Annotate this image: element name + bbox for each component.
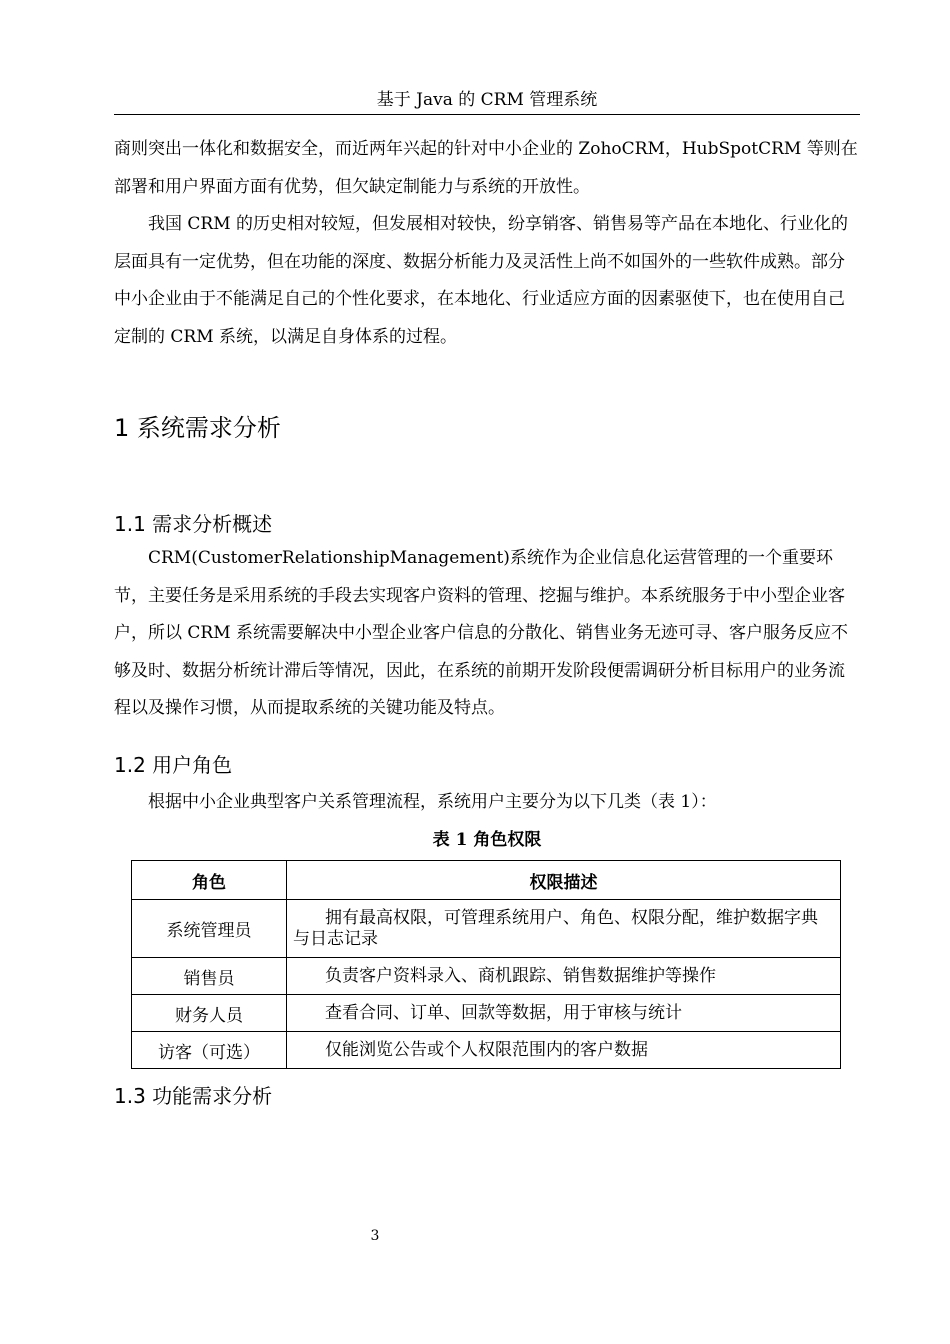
role-cell: 销售员 (132, 958, 287, 995)
subsection-heading-roles: 1.2 用户角色 (114, 753, 233, 777)
domestic-crm-paragraph: 我国 CRM 的历史相对较短，但发展相对较快，纷享销客、销售易等产品在本地化、行业化的层面具有一定优势，但在功能的深度、数据分析能力及灵活性上尚不如国外的一些软件成熟。部分中小企业由于不能满足自己的个性化要求，在本地化、行业适应方面的因素驱使下，也在使用自己定制的 CRM 系统，以满足自身体系的过程。 (114, 214, 849, 347)
role-cell: 系统管理员 (132, 900, 287, 958)
roles-intro-paragraph: 根据中小企业典型客户关系管理流程，系统用户主要分为以下几类（表 1）： (148, 792, 717, 812)
description-cell: 拥有最高权限，可管理系统用户、角色、权限分配，维护数据字典与日志记录 (287, 900, 841, 958)
table-row (132, 1032, 841, 1069)
description-cell: 仅能浏览公告或个人权限范围内的客户数据 (287, 1032, 841, 1069)
table-row (132, 900, 841, 958)
roles-table (131, 860, 841, 1069)
column-header-role: 角色 (132, 861, 287, 900)
role-cell: 访客（可选） (132, 1032, 287, 1069)
running-header: 基于 Java 的 CRM 管理系统 (114, 86, 860, 115)
role-cell: 财务人员 (132, 995, 287, 1032)
table-row (132, 995, 841, 1032)
page-number: 3 (370, 1228, 380, 1244)
subsection-heading-overview: 1.1 需求分析概述 (114, 512, 273, 536)
table-header-row (132, 861, 841, 900)
intro-paragraph: 商则突出一体化和数据安全，而近两年兴起的针对中小企业的 ZohoCRM，HubSpotCRM 等则在部署和用户界面方面有优势，但欠缺定制能力与系统的开放性。 (114, 139, 858, 197)
table-row (132, 958, 841, 995)
column-header-description: 权限描述 (287, 861, 841, 900)
description-cell: 负责客户资料录入、商机跟踪、销售数据维护等操作 (287, 958, 841, 995)
section-heading: 1 系统需求分析 (114, 414, 281, 442)
subsection-heading-functions: 1.3 功能需求分析 (114, 1084, 273, 1108)
overview-paragraph: CRM(CustomerRelationshipManagement)系统作为企业信息化运营管理的一个重要环节，主要任务是采用系统的手段去实现客户资料的管理、挖掘与维护。本系统服务于中小型企业客户，所以 CRM 系统需要解决中小型企业客户信息的分散化、销售业务无迹可寻、客户服务反应不够及时、数据分析统计滞后等情况，因此，在系统的前期开发阶段便需调研分析目标用户的业务流程以及操作习惯，从而提取系统的关键功能及特点。 (114, 548, 849, 718)
description-cell: 查看合同、订单、回款等数据，用于审核与统计 (287, 995, 841, 1032)
table-caption: 表 1 角色权限 (432, 830, 542, 850)
